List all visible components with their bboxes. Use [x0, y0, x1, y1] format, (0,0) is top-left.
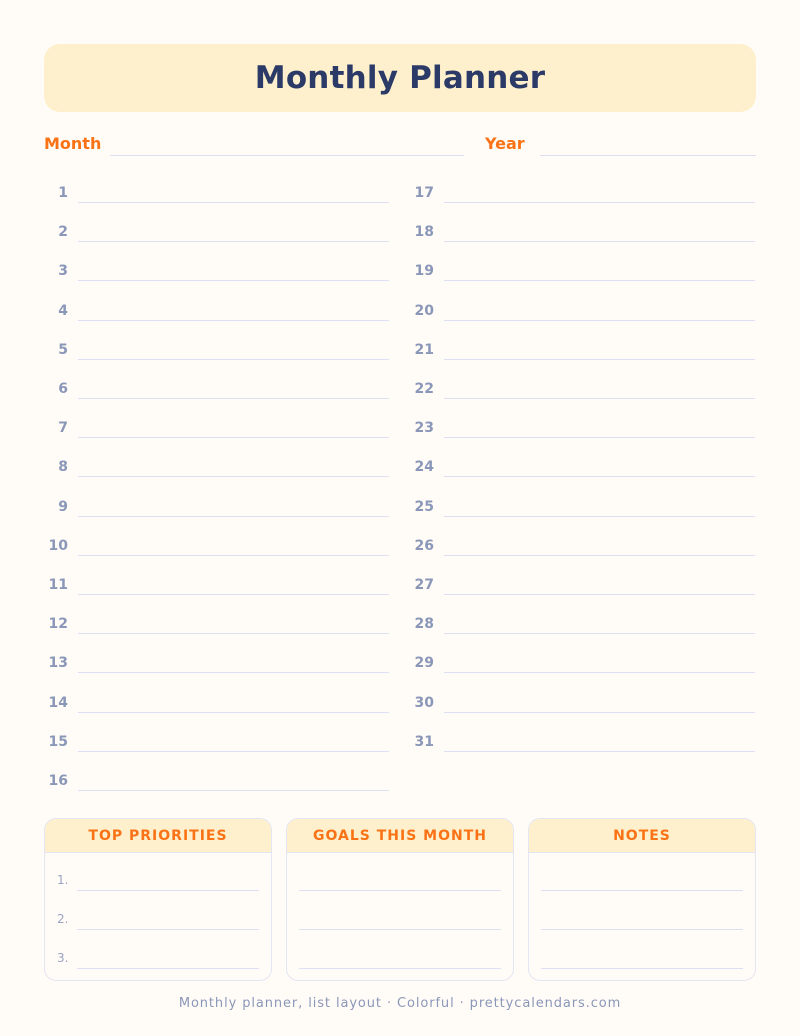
- day-entry-line: [444, 280, 755, 281]
- day-row[interactable]: [410, 693, 755, 717]
- day-row[interactable]: [44, 261, 389, 285]
- day-number: 6: [58, 381, 68, 397]
- footer-credit: Monthly planner, list layout · Colorful · prettycalendars.com: [178, 996, 622, 1011]
- priority-row[interactable]: [57, 910, 259, 930]
- goals-box: [286, 818, 514, 981]
- priority-number: 1.: [57, 873, 69, 887]
- day-row[interactable]: [44, 732, 389, 756]
- year-label: Year: [485, 134, 525, 153]
- day-number: 8: [58, 459, 68, 476]
- priority-row[interactable]: [57, 871, 259, 891]
- day-row[interactable]: [410, 301, 755, 325]
- day-row[interactable]: [410, 340, 755, 364]
- day-number: 21: [414, 341, 434, 358]
- day-row[interactable]: [44, 379, 389, 403]
- day-row[interactable]: [44, 222, 389, 246]
- month-line: [110, 155, 464, 156]
- year-line: [540, 155, 756, 156]
- day-row[interactable]: [410, 457, 755, 481]
- day-entry-line: [444, 555, 755, 556]
- day-row[interactable]: [44, 653, 389, 677]
- note-row[interactable]: [541, 871, 743, 891]
- day-entry-line: [78, 633, 389, 634]
- note-row[interactable]: [541, 910, 743, 930]
- day-entry-line: [444, 672, 755, 673]
- day-number: 11: [48, 577, 68, 593]
- priority-line: [77, 890, 259, 891]
- day-entry-line: [444, 476, 755, 477]
- notes-title: NOTES: [529, 819, 755, 853]
- day-row[interactable]: [44, 771, 389, 795]
- day-number: 18: [414, 224, 434, 241]
- day-entry-line: [78, 241, 389, 242]
- title-banner: [44, 44, 756, 112]
- year-field[interactable]: [485, 134, 756, 158]
- day-row[interactable]: [44, 575, 389, 599]
- day-number: 19: [414, 263, 434, 280]
- day-entry-line: [78, 359, 389, 360]
- day-entry-line: [78, 594, 389, 595]
- day-entry-line: [444, 359, 755, 360]
- day-entry-line: [78, 476, 389, 477]
- day-number: 27: [414, 577, 434, 593]
- day-number: 26: [414, 537, 434, 554]
- day-number: 10: [48, 537, 68, 554]
- day-row[interactable]: [44, 301, 389, 325]
- day-entry-line: [78, 398, 389, 399]
- goal-row[interactable]: [299, 949, 501, 969]
- note-line: [541, 929, 743, 930]
- day-entry-line: [78, 516, 389, 517]
- day-row[interactable]: [410, 536, 755, 560]
- day-row[interactable]: [44, 536, 389, 560]
- day-number: 1: [58, 185, 68, 201]
- priority-line: [77, 929, 259, 930]
- day-number: 13: [48, 655, 68, 672]
- day-entry-line: [78, 790, 389, 791]
- day-number: 2: [58, 224, 68, 241]
- priority-row[interactable]: [57, 949, 259, 969]
- top-priorities-title: TOP PRIORITIES: [45, 819, 271, 853]
- day-number: 28: [414, 616, 434, 633]
- day-entry-line: [444, 241, 755, 242]
- day-entry-line: [78, 202, 389, 203]
- day-number: 25: [414, 498, 434, 515]
- note-line: [541, 968, 743, 969]
- day-number: 15: [48, 733, 68, 750]
- day-number: 3: [58, 263, 68, 280]
- goal-line: [299, 968, 501, 969]
- day-entry-line: [78, 437, 389, 438]
- goal-row[interactable]: [299, 910, 501, 930]
- day-row[interactable]: [44, 497, 389, 521]
- day-entry-line: [444, 320, 755, 321]
- day-row[interactable]: [44, 614, 389, 638]
- goal-row[interactable]: [299, 871, 501, 891]
- note-row[interactable]: [541, 949, 743, 969]
- priority-number: 3.: [57, 951, 69, 965]
- day-number: 5: [58, 341, 68, 358]
- day-number: 7: [58, 420, 68, 437]
- day-number: 4: [58, 302, 68, 319]
- goal-line: [299, 929, 501, 930]
- day-number: 23: [414, 420, 434, 437]
- day-row[interactable]: [410, 261, 755, 285]
- day-number: 12: [48, 616, 68, 633]
- note-line: [541, 890, 743, 891]
- page-title: Monthly Planner: [254, 60, 546, 96]
- day-row[interactable]: [410, 183, 755, 207]
- top-priorities-box: [44, 818, 272, 981]
- day-entry-line: [444, 202, 755, 203]
- day-row[interactable]: [410, 575, 755, 599]
- month-field[interactable]: [44, 134, 464, 158]
- notes-box: [528, 818, 756, 981]
- day-entry-line: [444, 594, 755, 595]
- day-entry-line: [444, 516, 755, 517]
- day-row[interactable]: [44, 340, 389, 364]
- day-number: 30: [414, 694, 434, 711]
- day-entry-line: [78, 280, 389, 281]
- goals-title: GOALS THIS MONTH: [287, 819, 513, 853]
- day-number: 17: [414, 185, 434, 201]
- day-row[interactable]: [410, 379, 755, 403]
- day-row[interactable]: [410, 418, 755, 442]
- day-number: 31: [414, 733, 434, 750]
- goal-line: [299, 890, 501, 891]
- day-entry-line: [444, 712, 755, 713]
- day-entry-line: [444, 751, 755, 752]
- day-row[interactable]: [410, 732, 755, 756]
- day-entry-line: [78, 712, 389, 713]
- day-row[interactable]: [44, 693, 389, 717]
- day-number: 9: [58, 498, 68, 515]
- day-row[interactable]: [44, 418, 389, 442]
- day-row[interactable]: [44, 457, 389, 481]
- day-entry-line: [78, 672, 389, 673]
- priority-number: 2.: [57, 912, 69, 926]
- day-number: 29: [414, 655, 434, 672]
- day-row[interactable]: [410, 222, 755, 246]
- day-entry-line: [78, 751, 389, 752]
- day-row[interactable]: [410, 614, 755, 638]
- month-label: Month: [44, 134, 102, 153]
- priority-line: [77, 968, 259, 969]
- day-row[interactable]: [410, 497, 755, 521]
- day-entry-line: [444, 437, 755, 438]
- day-entry-line: [444, 398, 755, 399]
- day-entry-line: [78, 555, 389, 556]
- day-entry-line: [444, 633, 755, 634]
- day-entry-line: [78, 320, 389, 321]
- day-number: 20: [414, 302, 434, 319]
- day-number: 14: [48, 694, 68, 711]
- day-row[interactable]: [44, 183, 389, 207]
- day-number: 16: [48, 773, 68, 789]
- day-number: 22: [414, 381, 434, 397]
- day-row[interactable]: [410, 653, 755, 677]
- day-number: 24: [414, 459, 434, 476]
